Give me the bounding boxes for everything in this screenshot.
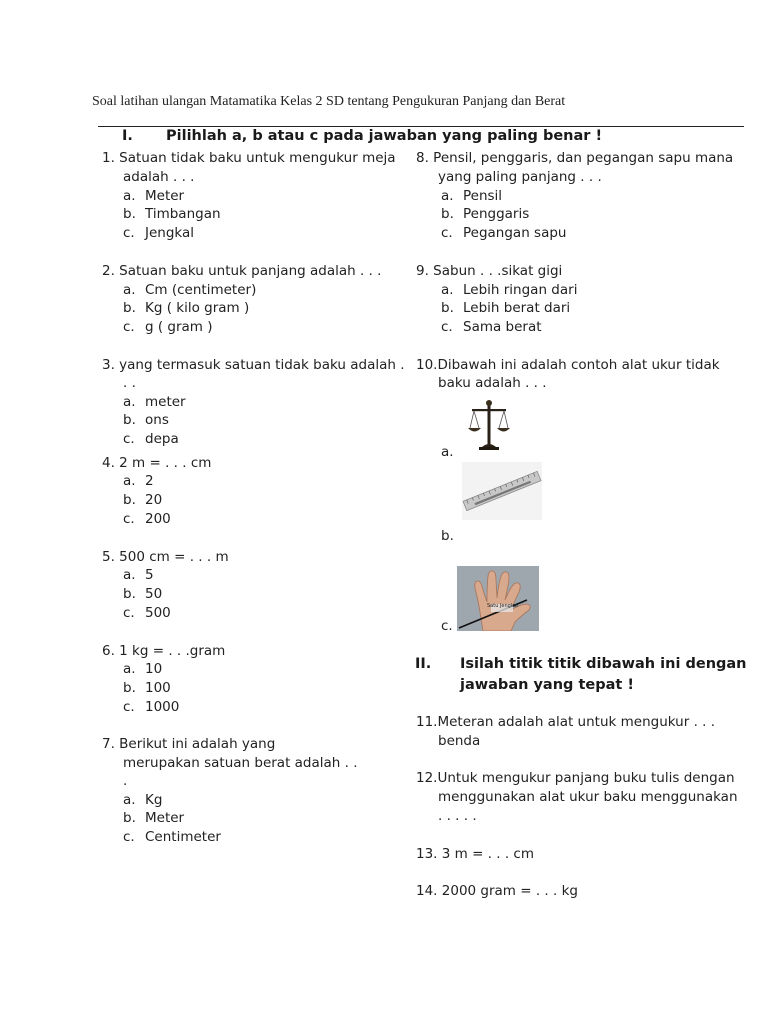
question-1-line1: 1. Satuan tidak baku untuk mengukur meja bbox=[102, 150, 396, 166]
document-title: Soal latihan ulangan Matamatika Kelas 2 SD tentang Pengukuran Panjang dan Berat bbox=[92, 94, 566, 109]
balance-scale-icon[interactable] bbox=[468, 398, 510, 452]
question-3-line2: . . bbox=[123, 375, 136, 391]
question-3-option-b[interactable]: b. ons bbox=[123, 412, 169, 428]
question-9-line1: 9. Sabun . . .sikat gigi bbox=[416, 263, 563, 279]
question-6-option-b[interactable]: b. 100 bbox=[123, 680, 171, 696]
question-7-line1: 7. Berikut ini adalah yang bbox=[102, 736, 276, 752]
question-3-option-c[interactable]: c. depa bbox=[123, 431, 179, 447]
question-4-line1: 4. 2 m = . . . cm bbox=[102, 455, 212, 471]
question-12-line3: . . . . . bbox=[438, 808, 477, 824]
question-10-line2: baku adalah . . . bbox=[438, 375, 547, 391]
question-8-option-a[interactable]: a. Pensil bbox=[441, 188, 503, 204]
question-6-option-a[interactable]: a. 10 bbox=[123, 661, 163, 677]
question-5-option-a[interactable]: a. 5 bbox=[123, 567, 154, 583]
question-14-line1: 14. 2000 gram = . . . kg bbox=[416, 883, 578, 899]
hand-span-icon[interactable] bbox=[457, 566, 539, 631]
question-12-line2: menggunakan alat ukur baku menggunakan bbox=[438, 789, 738, 805]
section-2-number: II. bbox=[415, 656, 432, 672]
question-8-line1: 8. Pensil, penggaris, dan pegangan sapu mana bbox=[416, 150, 734, 166]
question-5-option-c[interactable]: c. 500 bbox=[123, 605, 171, 621]
question-10-option-b[interactable]: b. bbox=[441, 528, 454, 544]
question-8-option-b[interactable]: b. Penggaris bbox=[441, 206, 530, 222]
question-5-option-b[interactable]: b. 50 bbox=[123, 586, 163, 602]
section-2-heading-line2: jawaban yang tepat ! bbox=[460, 677, 634, 693]
question-8-line2: yang paling panjang . . . bbox=[438, 169, 602, 185]
question-6-option-c[interactable]: c. 1000 bbox=[123, 699, 180, 715]
question-9-option-a[interactable]: a. Lebih ringan dari bbox=[441, 282, 578, 298]
question-2-option-a[interactable]: a. Cm (centimeter) bbox=[123, 282, 257, 298]
question-1-option-c[interactable]: c. Jengkal bbox=[123, 225, 195, 241]
question-7-line3: . bbox=[123, 773, 128, 789]
question-4-option-b[interactable]: b. 20 bbox=[123, 492, 163, 508]
question-1-option-b[interactable]: b. Timbangan bbox=[123, 206, 221, 222]
question-5-line1: 5. 500 cm = . . . m bbox=[102, 549, 229, 565]
question-3-line1: 3. yang termasuk satuan tidak baku adalah . bbox=[102, 357, 405, 373]
section-1-heading-text: Pilihlah a, b atau c pada jawaban yang paling benar ! bbox=[166, 128, 603, 144]
question-6-line1: 6. 1 kg = . . .gram bbox=[102, 643, 226, 659]
question-4-option-c[interactable]: c. 200 bbox=[123, 511, 171, 527]
title-divider bbox=[98, 126, 744, 127]
question-12-line1: 12.Untuk mengukur panjang buku tulis dengan bbox=[416, 770, 735, 786]
question-7-option-c[interactable]: c. Centimeter bbox=[123, 829, 221, 845]
question-7-line2: merupakan satuan berat adalah . . bbox=[123, 755, 358, 771]
question-8-option-c[interactable]: c. Pegangan sapu bbox=[441, 225, 567, 241]
question-2-option-c[interactable]: c. g ( gram ) bbox=[123, 319, 213, 335]
question-10-option-a[interactable]: a. bbox=[441, 444, 454, 460]
question-3-option-a[interactable]: a. meter bbox=[123, 394, 186, 410]
section-2-heading-line1: Isilah titik titik dibawah ini dengan bbox=[460, 656, 747, 672]
question-7-option-b[interactable]: b. Meter bbox=[123, 810, 185, 826]
question-11-line1: 11.Meteran adalah alat untuk mengukur . . . bbox=[416, 714, 716, 730]
question-9-option-b[interactable]: b. Lebih berat dari bbox=[441, 300, 571, 316]
question-13-line1: 13. 3 m = . . . cm bbox=[416, 846, 535, 862]
question-1-line2: adalah . . . bbox=[123, 169, 195, 185]
ruler-icon[interactable] bbox=[462, 462, 542, 520]
question-10-option-c[interactable]: c. bbox=[441, 618, 453, 634]
question-11-line2: benda bbox=[438, 733, 481, 749]
question-10-line1: 10.Dibawah ini adalah contoh alat ukur tidak bbox=[416, 357, 720, 373]
question-7-option-a[interactable]: a. Kg bbox=[123, 792, 163, 808]
question-4-option-a[interactable]: a. 2 bbox=[123, 473, 154, 489]
section-1-number: I. bbox=[122, 128, 133, 144]
question-2-option-b[interactable]: b. Kg ( kilo gram ) bbox=[123, 300, 250, 316]
question-9-option-c[interactable]: c. Sama berat bbox=[441, 319, 542, 335]
hand-span-label: Satu Jengkal bbox=[487, 603, 519, 609]
section-1-heading bbox=[122, 128, 602, 144]
question-1-option-a[interactable]: a. Meter bbox=[123, 188, 185, 204]
question-2-line1: 2. Satuan baku untuk panjang adalah . . . bbox=[102, 263, 382, 279]
